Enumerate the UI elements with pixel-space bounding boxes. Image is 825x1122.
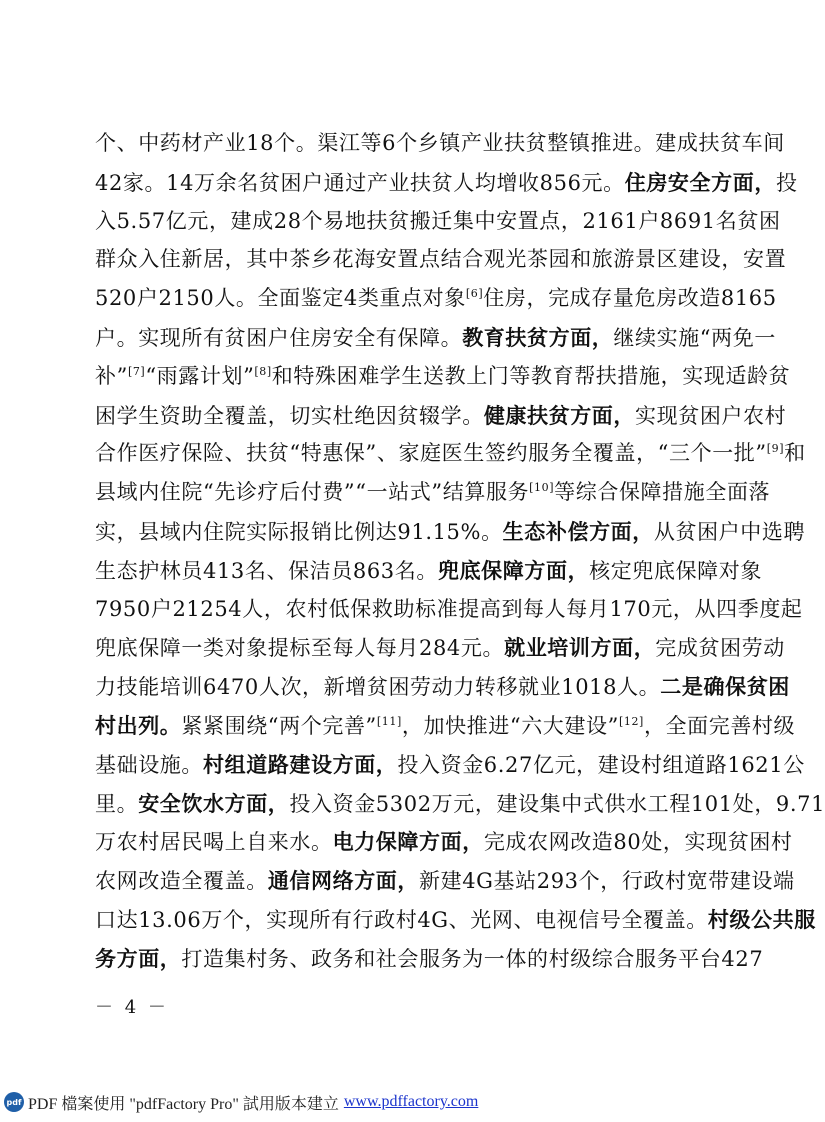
text-run: 投入资金6.27亿元，建设村组道路1621公 bbox=[397, 752, 805, 777]
text-line bbox=[95, 634, 785, 662]
footnote-ref: [6] bbox=[465, 287, 484, 301]
text-run: “雨露计划” bbox=[145, 363, 255, 388]
text-run: 42家。14万余名贫困户通过产业扶贫人均增收856元。 bbox=[95, 170, 625, 195]
text-run: 住房，完成存量危房改造8165 bbox=[483, 286, 777, 311]
text-line bbox=[95, 169, 798, 197]
text-line bbox=[95, 790, 825, 818]
text-line bbox=[95, 130, 785, 157]
footnote-ref: [8] bbox=[254, 364, 272, 378]
text-run: 农网改造全覆盖。 bbox=[95, 869, 268, 894]
text-run: 投 bbox=[775, 170, 798, 195]
text-run: 520户2150人。全面鉴定4类重点对象 bbox=[95, 286, 466, 311]
text-run: ，加快推进“六大建设” bbox=[401, 714, 619, 738]
text-run: 困学生资助全覆盖，切实杜绝因贫辍学。 bbox=[95, 403, 484, 428]
text-line bbox=[95, 828, 793, 856]
text-run: 和 bbox=[784, 441, 806, 466]
bold-heading: 生态补偿方面， bbox=[502, 519, 654, 544]
text-line bbox=[95, 285, 777, 312]
text-line bbox=[95, 751, 805, 779]
text-run: 核定兜底保障对象 bbox=[589, 558, 762, 583]
footnote-ref: [9] bbox=[766, 442, 785, 456]
text-run: 紧紧围绕“两个完善” bbox=[181, 714, 377, 738]
text-run: 新建4G基站293个，行政村宽带建设端 bbox=[419, 869, 795, 894]
text-run: 和特殊困难学生送教上门等教育帮扶措施，实现适龄贫 bbox=[271, 363, 791, 388]
footnote-ref: [7] bbox=[127, 364, 146, 378]
text-run: 县域内住院“先诊疗后付费”“一站式”结算服务 bbox=[95, 480, 530, 505]
pdffactory-logo-icon: pdf bbox=[4, 1092, 24, 1112]
text-line bbox=[95, 596, 803, 623]
bold-heading: 通信网络方面， bbox=[267, 868, 420, 894]
text-line bbox=[95, 906, 816, 934]
text-run: 继续实施“两免一 bbox=[613, 326, 776, 350]
text-run: 入5.57亿元，建成28个易地扶贫搬迁集中安置点，2161户8691名贫困 bbox=[95, 208, 781, 233]
text-line bbox=[95, 867, 795, 895]
text-run: 口达13.06万个，实现所有行政村4G、光网、电视信号全覆盖。 bbox=[95, 908, 708, 932]
text-run: 群众入住新居，其中茶乡花海安置点结合观光茶园和旅游景区建设，安置 bbox=[95, 247, 787, 272]
text-run: 完成贫困劳动 bbox=[655, 636, 785, 661]
text-run: 万农村居民喝上自来水。 bbox=[95, 830, 333, 855]
text-run: ，全面完善村级 bbox=[643, 714, 796, 738]
bold-heading: 电力保障方面， bbox=[332, 829, 484, 855]
footnote-ref: [10] bbox=[529, 481, 555, 495]
text-run: 打造集村务、政务和社会服务为一体的村级综合服务平台427 bbox=[181, 946, 764, 971]
text-run: 合作医疗保险、扶贫“特惠保”、家庭医生签约服务全覆盖，“三个一批” bbox=[95, 441, 767, 466]
text-run: 等综合保障措施全面落 bbox=[554, 480, 771, 505]
text-run: 力技能培训6470人次，新增贫困劳动力转移就业1018人。 bbox=[95, 675, 661, 700]
text-line bbox=[95, 712, 796, 740]
page-number: － 4 － bbox=[95, 997, 169, 1018]
text-run: 里。 bbox=[95, 791, 139, 816]
bold-heading: 兜底保障方面， bbox=[437, 557, 590, 583]
bold-heading: 安全饮水方面， bbox=[138, 790, 290, 816]
bold-heading: 村出列。 bbox=[95, 713, 182, 738]
text-run: 个、中药材产业18个。渠江等6个乡镇产业扶贫整镇推进。建成扶贫车间 bbox=[95, 131, 785, 155]
text-run: 从贫困户中选聘 bbox=[653, 520, 806, 544]
bold-heading: 教育扶贫方面， bbox=[462, 325, 614, 350]
footnote-ref: [11] bbox=[376, 715, 402, 728]
text-line bbox=[95, 402, 787, 430]
text-line bbox=[95, 208, 781, 235]
text-run: 兜底保障一类对象提标至每人每月284元。 bbox=[95, 636, 505, 661]
pdf-footer bbox=[4, 1089, 478, 1115]
bold-heading: 就业培训方面， bbox=[504, 635, 656, 661]
bold-heading: 二是确保贫困 bbox=[660, 674, 790, 700]
bold-heading: 务方面， bbox=[95, 945, 182, 971]
text-run: 生态护林员413名、保洁员863名。 bbox=[95, 558, 438, 583]
text-line bbox=[95, 557, 762, 585]
bold-heading: 村组道路建设方面， bbox=[203, 751, 398, 777]
footnote-ref: [12] bbox=[618, 715, 644, 728]
text-run: 实现贫困户农村 bbox=[635, 403, 787, 428]
text-run: 7950户21254人，农村低保救助标准提高到每人每月170元，从四季度起 bbox=[95, 596, 803, 621]
text-line bbox=[95, 246, 787, 273]
text-run: 投入资金5302万元，建设集中式供水工程101处，9.71 bbox=[289, 791, 825, 816]
text-line bbox=[95, 363, 791, 390]
footer-link[interactable]: www.pdffactory.com bbox=[343, 1093, 479, 1110]
text-line bbox=[95, 518, 806, 546]
bold-heading: 村级公共服 bbox=[707, 907, 816, 932]
text-run: 补” bbox=[95, 363, 128, 388]
text-line bbox=[95, 324, 776, 352]
footer-text: PDF 檔案使用 "pdfFactory Pro" 試用版本建立 bbox=[28, 1095, 339, 1113]
text-run: 基础设施。 bbox=[95, 752, 203, 777]
text-run: 实，县域内住院实际报销比例达91.15%。 bbox=[95, 520, 503, 544]
text-run: 户。实现所有贫困户住房安全有保障。 bbox=[95, 326, 463, 350]
bold-heading: 健康扶贫方面， bbox=[483, 402, 636, 428]
bold-heading: 住房安全方面， bbox=[624, 169, 776, 195]
text-run: 完成农网改造80处，实现贫困村 bbox=[483, 830, 793, 855]
text-line bbox=[95, 673, 790, 701]
text-line bbox=[95, 440, 806, 467]
text-line bbox=[95, 945, 764, 973]
text-line bbox=[95, 479, 771, 506]
